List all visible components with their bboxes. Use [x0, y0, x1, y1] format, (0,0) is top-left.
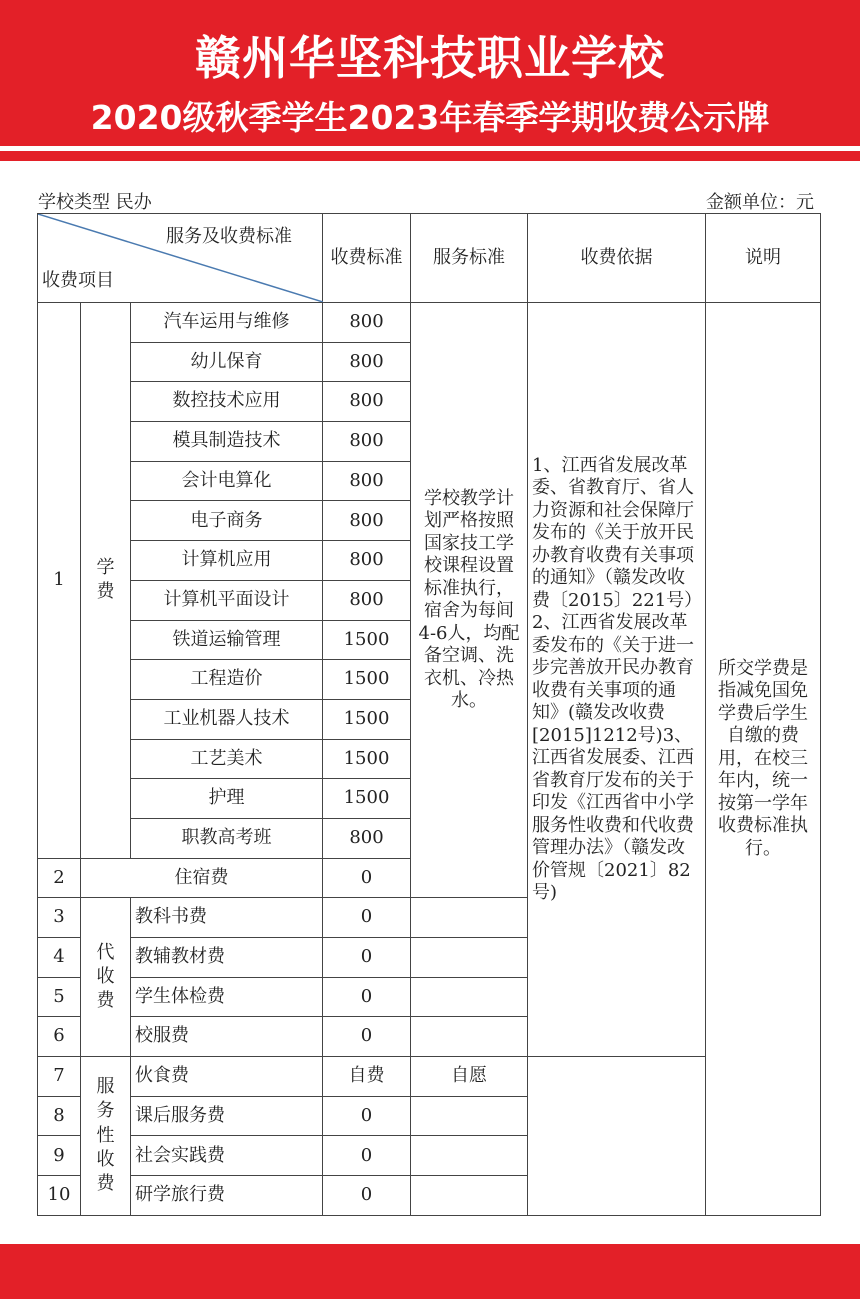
item-name: 会计电算化 — [131, 461, 323, 501]
item-fee: 自费 — [323, 1057, 411, 1097]
item-fee: 800 — [323, 303, 411, 343]
item-fee: 0 — [323, 977, 411, 1017]
item-fee: 0 — [323, 898, 411, 938]
item-name: 伙食费 — [131, 1057, 323, 1097]
item-fee: 1500 — [323, 620, 411, 660]
category-service: 服务性收费 — [81, 1057, 131, 1216]
item-name: 职教高考班 — [131, 818, 323, 858]
item-fee: 800 — [323, 342, 411, 382]
header-fee-item: 收费项目 — [42, 269, 114, 291]
item-fee: 800 — [323, 422, 411, 462]
row-number: 1 — [38, 303, 81, 859]
item-fee: 0 — [323, 858, 411, 898]
item-name: 工程造价 — [131, 660, 323, 700]
item-name: 研学旅行费 — [131, 1176, 323, 1216]
item-service — [411, 1176, 528, 1216]
item-name: 电子商务 — [131, 501, 323, 541]
item-name: 课后服务费 — [131, 1096, 323, 1136]
item-fee: 800 — [323, 580, 411, 620]
item-name: 铁道运输管理 — [131, 620, 323, 660]
basis-empty — [528, 1057, 706, 1216]
item-name: 校服费 — [131, 1017, 323, 1057]
service-empty — [411, 938, 528, 978]
page-subtitle: 2020级秋季学生2023年春季学期收费公示牌 — [90, 98, 770, 137]
item-fee: 800 — [323, 818, 411, 858]
item-name: 护理 — [131, 779, 323, 819]
item-name: 工业机器人技术 — [131, 699, 323, 739]
item-service: 自愿 — [411, 1057, 528, 1097]
item-fee: 0 — [323, 1096, 411, 1136]
item-name: 教科书费 — [131, 898, 323, 938]
item-fee: 800 — [323, 541, 411, 581]
item-fee: 800 — [323, 382, 411, 422]
item-fee: 0 — [323, 1017, 411, 1057]
item-name: 工艺美术 — [131, 739, 323, 779]
fee-basis-text: 1、江西省发展改革委、省教育厅、省人力资源和社会保障厅发布的《关于放开民办教育收费有关事项的通知》（赣发改收费〔2015〕221号）2、江西省发展改革委发布的《关于进一步完善放开民办教育收费有关事项的通知》(赣发改收费[2015]1212号)3、江西省发展委、江西省教育厅发布的关于印发《江西省中小学服务性收费和代收费管理办法》（赣发改价管规〔2021〕82号) — [528, 303, 706, 1057]
item-fee: 800 — [323, 501, 411, 541]
currency-unit: 金额单位：元 — [706, 192, 814, 213]
header-service-fee-standard: 服务及收费标准 — [166, 226, 293, 247]
item-fee: 1500 — [323, 779, 411, 819]
service-empty — [411, 977, 528, 1017]
item-service — [411, 1136, 528, 1176]
row-number: 7 — [38, 1057, 81, 1097]
header-fee-standard: 收费标准 — [323, 214, 411, 303]
item-fee: 0 — [323, 1136, 411, 1176]
item-name: 汽车运用与维修 — [131, 303, 323, 343]
note-text: 所交学费是指减免国免学费后学生自缴的费用，在校三年内，统一按第一学年收费标准执行。 — [706, 303, 821, 1216]
row-number: 8 — [38, 1096, 81, 1136]
item-fee: 1500 — [323, 660, 411, 700]
row-number: 5 — [38, 977, 81, 1017]
table-header-row — [38, 214, 821, 303]
item-name: 教辅教材费 — [131, 938, 323, 978]
service-empty — [411, 898, 528, 938]
item-fee: 1500 — [323, 739, 411, 779]
row-number: 9 — [38, 1136, 81, 1176]
category-tuition: 学费 — [81, 303, 131, 859]
item-fee: 800 — [323, 461, 411, 501]
row-number: 10 — [38, 1176, 81, 1216]
diagonal-header-cell — [38, 214, 323, 303]
item-name: 学生体检费 — [131, 977, 323, 1017]
row-number: 6 — [38, 1017, 81, 1057]
service-standard-text: 学校教学计划严格按照国家技工学校课程设置标准执行，宿舍为每间4-6人，均配备空调、洗衣机、冷热水。 — [411, 303, 528, 898]
fee-table — [37, 213, 821, 1216]
row-number: 4 — [38, 938, 81, 978]
row-number: 2 — [38, 858, 81, 898]
item-name: 模具制造技术 — [131, 422, 323, 462]
row-number: 3 — [38, 898, 81, 938]
item-fee: 0 — [323, 1176, 411, 1216]
item-name: 幼儿保育 — [131, 342, 323, 382]
header-service-standard: 服务标准 — [411, 214, 528, 303]
footer-banner — [0, 1244, 860, 1299]
school-type: 学校类型 民办 — [38, 192, 152, 213]
item-fee: 0 — [323, 938, 411, 978]
school-name: 赣州华坚科技职业学校 — [195, 31, 665, 85]
header-fee-basis: 收费依据 — [528, 214, 706, 303]
table-row — [38, 303, 821, 343]
table-row — [38, 1057, 821, 1097]
header-note: 说明 — [706, 214, 821, 303]
item-name: 计算机平面设计 — [131, 580, 323, 620]
header-stripe — [0, 151, 860, 161]
item-fee: 1500 — [323, 699, 411, 739]
item-name: 计算机应用 — [131, 541, 323, 581]
category-agency: 代收费 — [81, 898, 131, 1057]
item-name: 社会实践费 — [131, 1136, 323, 1176]
service-empty — [411, 1017, 528, 1057]
item-name: 数控技术应用 — [131, 382, 323, 422]
item-name: 住宿费 — [81, 858, 323, 898]
item-service — [411, 1096, 528, 1136]
